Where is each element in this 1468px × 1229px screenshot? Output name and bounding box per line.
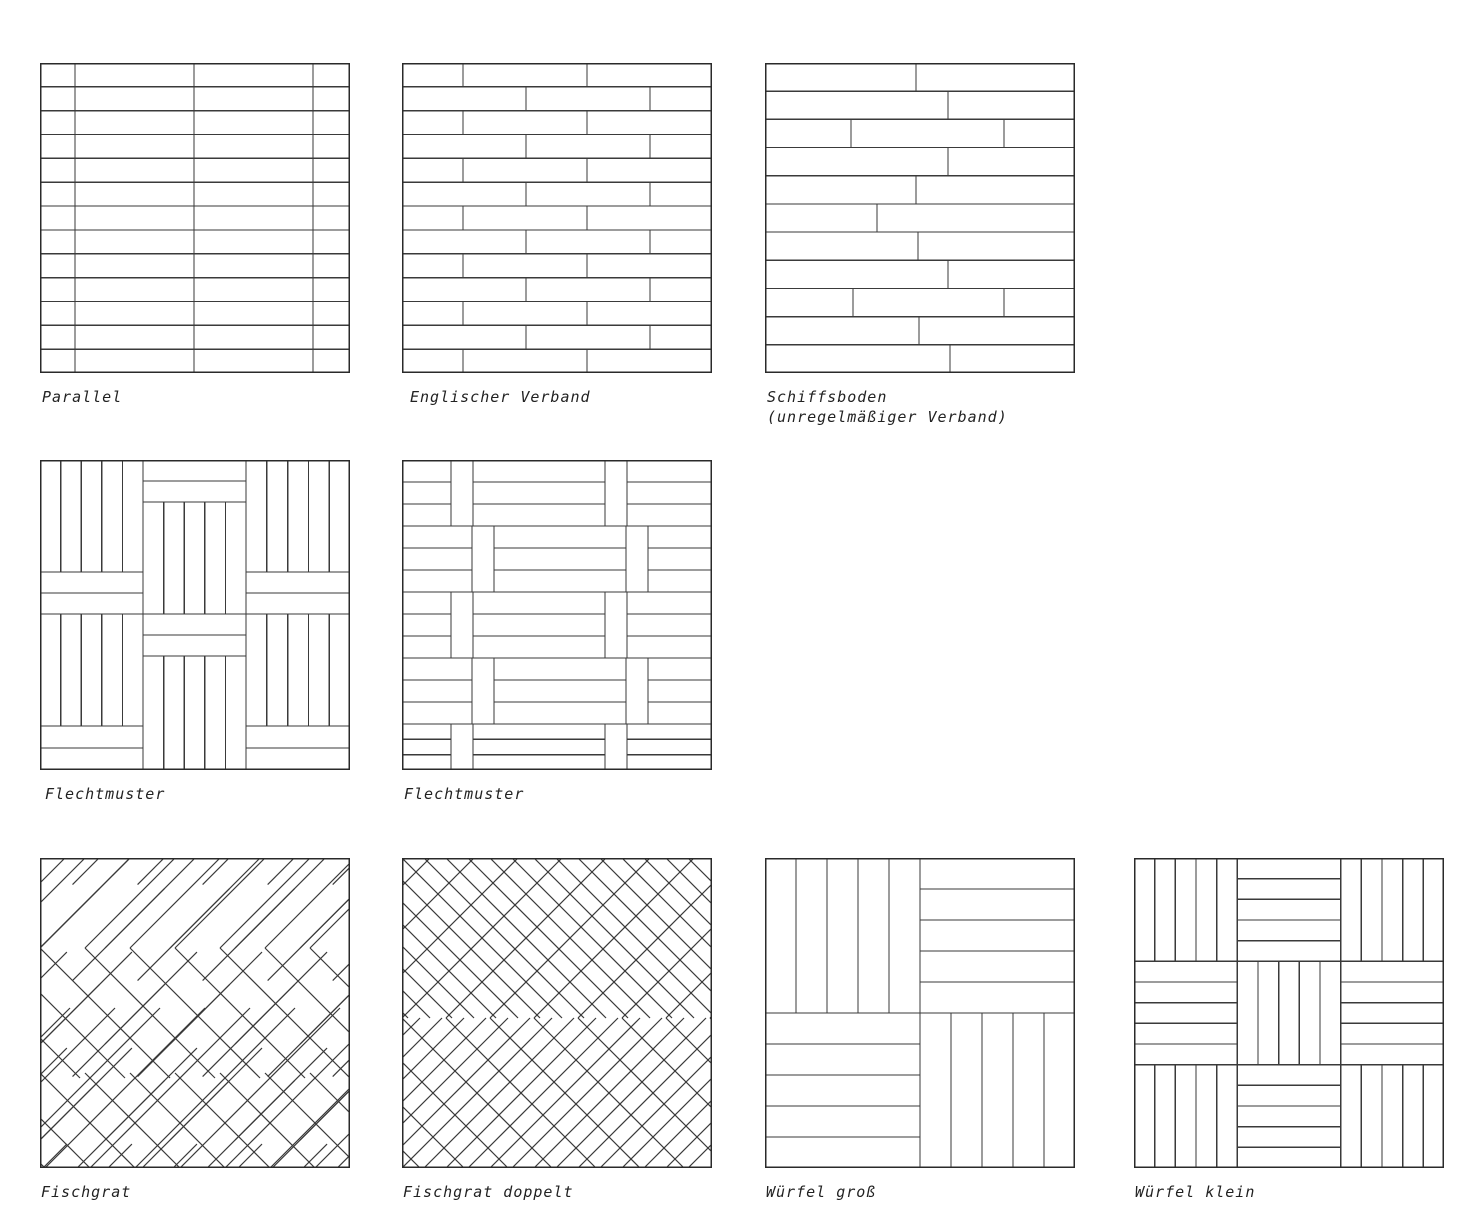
tile-frame — [41, 461, 349, 769]
wuerfel-gross-label: Würfel groß — [766, 1183, 877, 1201]
tile-frame — [1135, 859, 1443, 1167]
board-edge — [265, 948, 350, 1033]
board-edge — [40, 993, 125, 1078]
wuerfel-klein-pattern — [1134, 858, 1444, 1168]
board-edge — [424, 1018, 574, 1168]
wuerfel-gross-drawing — [765, 858, 1075, 1168]
tile-frame — [766, 64, 1074, 372]
board-edge — [688, 1144, 712, 1168]
board-edge — [644, 1100, 712, 1168]
board-edge — [600, 858, 712, 970]
board-edge — [666, 972, 712, 1018]
board-edge — [130, 858, 220, 948]
board-edge — [220, 858, 310, 948]
board-edge — [40, 858, 85, 903]
board-edge — [622, 858, 712, 948]
board-edge — [310, 908, 350, 948]
board-edge — [333, 963, 350, 980]
board-edge — [268, 858, 295, 885]
board-edge — [175, 858, 265, 948]
board-edge — [300, 994, 350, 1044]
board-edge — [108, 1144, 132, 1168]
flechtmuster-2-drawing — [402, 460, 712, 770]
board-edge — [138, 858, 165, 885]
board-edge — [85, 858, 175, 948]
board-edge — [40, 1073, 135, 1168]
board-edge — [40, 1008, 70, 1038]
board-edge — [468, 1018, 618, 1168]
board-edge — [40, 952, 67, 979]
board-edge — [333, 1059, 350, 1076]
board-edge — [666, 858, 712, 904]
schiffsboden-pattern — [765, 63, 1075, 373]
board-edge — [73, 858, 100, 885]
wuerfel-gross-pattern — [765, 858, 1075, 1168]
board-edge — [90, 1008, 250, 1168]
board-edge — [600, 1056, 712, 1168]
board-edge — [578, 884, 712, 1018]
board-edge — [622, 1078, 712, 1168]
fischgrat-doppelt-pattern — [402, 858, 712, 1168]
englischer-verband-pattern — [402, 63, 712, 373]
flechtmuster-2-label: Flechtmuster — [404, 785, 525, 803]
board-edge — [337, 1155, 350, 1168]
flechtmuster-2-pattern — [402, 460, 712, 770]
fischgrat-doppelt-drawing — [402, 858, 712, 1168]
wuerfel-klein-drawing — [1134, 858, 1444, 1168]
board-edge — [512, 858, 672, 1018]
flechtmuster-1-drawing — [40, 460, 350, 770]
schiffsboden-drawing — [765, 63, 1075, 373]
board-edge — [578, 1034, 712, 1168]
board-edge — [556, 1018, 706, 1168]
fischgrat-drawing — [40, 858, 350, 1168]
board-edge — [512, 1018, 662, 1168]
schiffsboden-label: Schiffsboden — [767, 388, 888, 406]
board-edge — [303, 1144, 327, 1168]
parallel-label: Parallel — [42, 388, 123, 406]
board-edge — [468, 858, 628, 1018]
board-edge — [85, 1073, 180, 1168]
board-edge — [130, 1073, 225, 1168]
tile-frame — [403, 461, 711, 769]
board-edge — [45, 1008, 205, 1168]
fischgrat-doppelt-label: Fischgrat doppelt — [403, 1183, 574, 1201]
schiffsboden-sublabel: (unregelmäßiger Verband) — [767, 408, 1008, 426]
board-edge — [270, 1088, 350, 1168]
board-edge — [40, 858, 65, 883]
board-edge — [310, 948, 350, 988]
parallel-pattern — [40, 63, 350, 373]
fischgrat-pattern — [40, 858, 350, 1168]
board-edge — [622, 928, 712, 1018]
flechtmuster-1-label: Flechtmuster — [45, 785, 166, 803]
board-edge — [688, 858, 712, 882]
board-edge — [40, 1038, 80, 1078]
board-edge — [424, 858, 584, 1018]
board-edge — [40, 1118, 90, 1168]
wuerfel-klein-label: Würfel klein — [1135, 1183, 1256, 1201]
board-edge — [622, 1018, 712, 1108]
board-edge — [43, 1144, 67, 1168]
board-edge — [310, 1073, 350, 1113]
parallel-pattern-drawing — [40, 63, 350, 373]
board-edge — [333, 867, 350, 884]
board-edge — [644, 858, 712, 926]
englischer-verband-drawing — [402, 63, 712, 373]
board-edge — [578, 1018, 712, 1152]
board-edge — [220, 1073, 315, 1168]
board-edge — [180, 1008, 340, 1168]
board-edge — [135, 1008, 295, 1168]
englischer-verband-label: Englischer Verband — [410, 388, 591, 406]
fischgrat-label: Fischgrat — [41, 1183, 132, 1201]
flechtmuster-1-pattern — [40, 460, 350, 770]
board-edge — [578, 858, 712, 992]
